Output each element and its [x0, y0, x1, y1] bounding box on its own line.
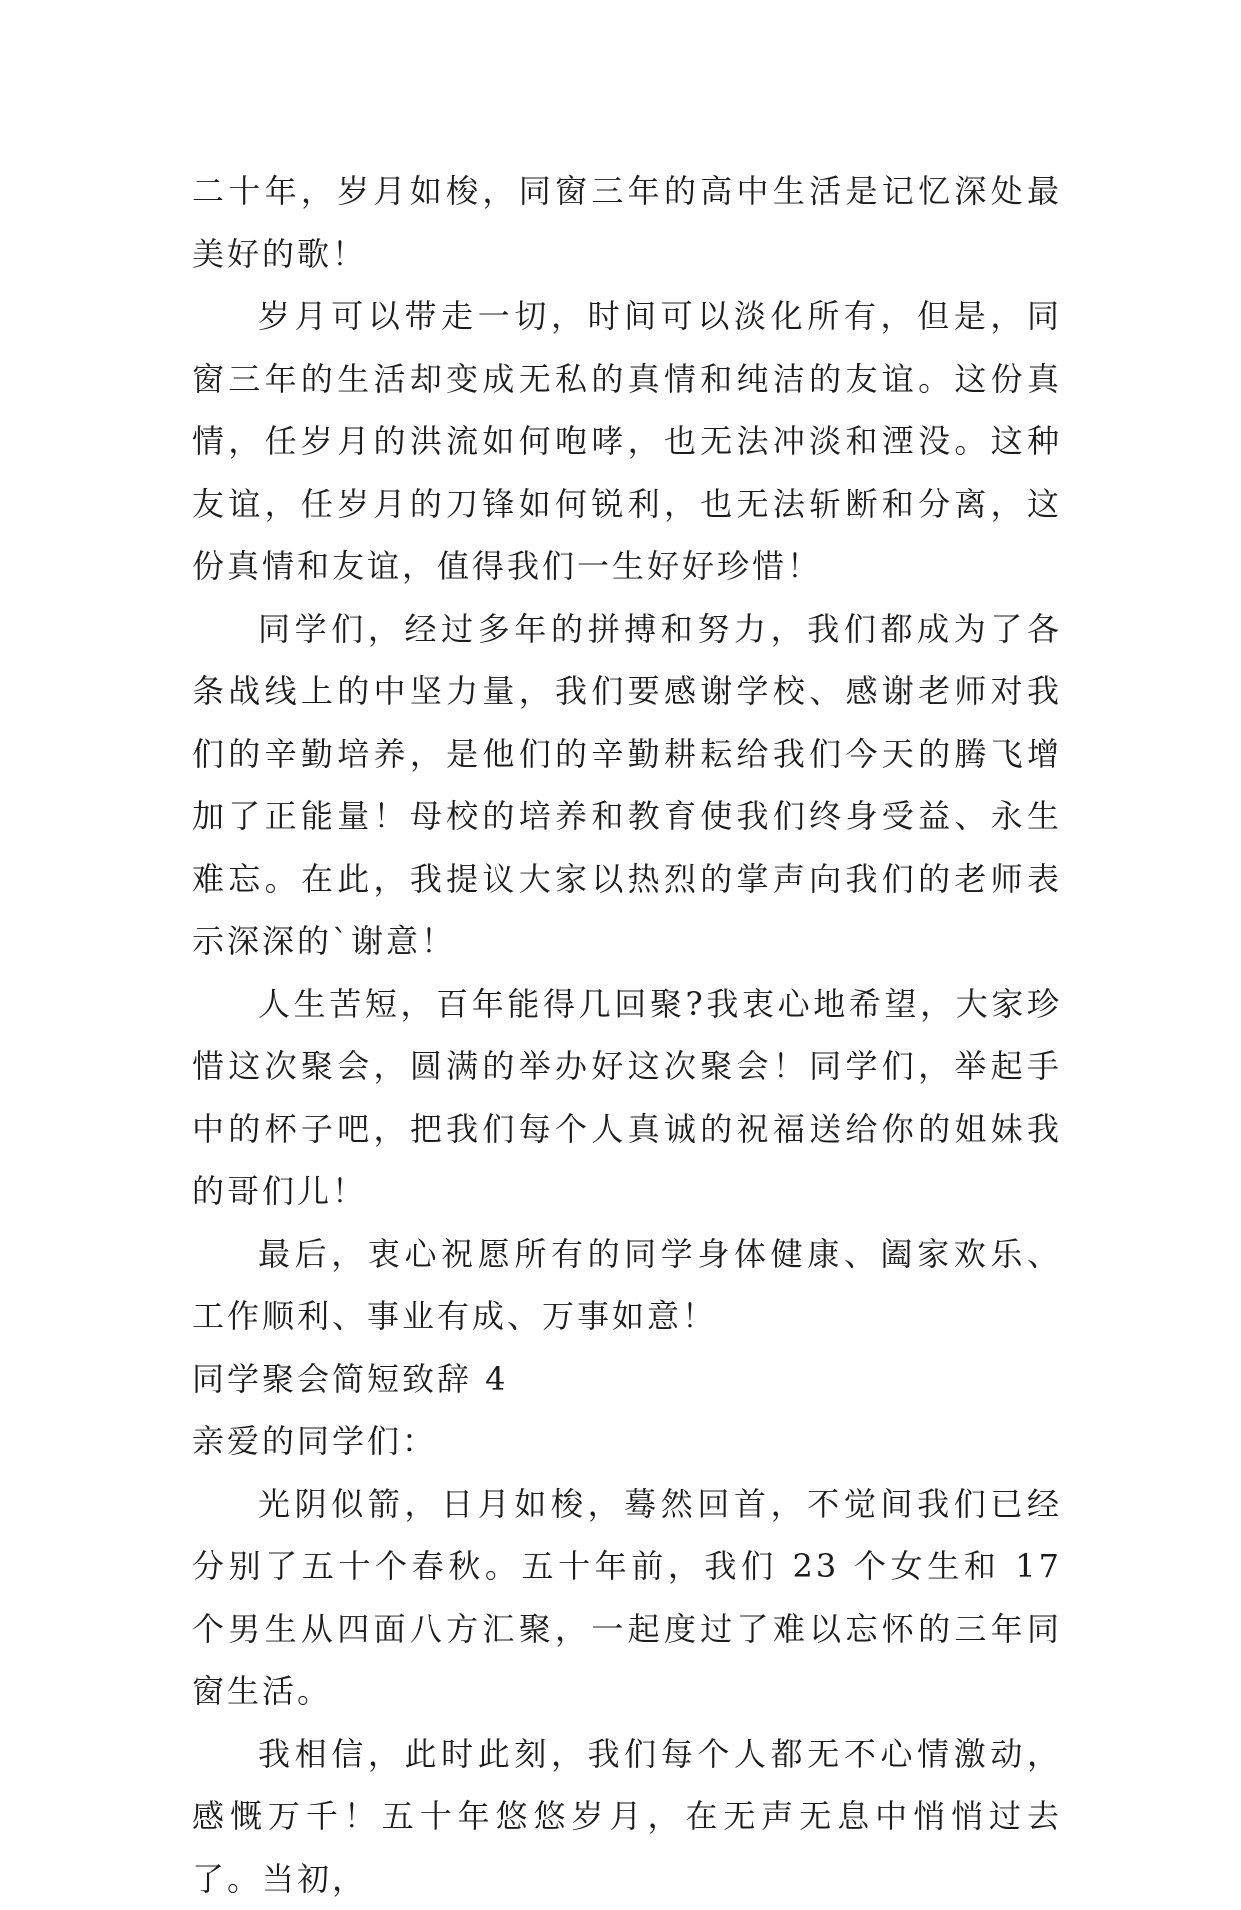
section-title: 同学聚会简短致辞 4 — [192, 1348, 1062, 1411]
document-body — [192, 160, 1062, 1910]
paragraph: 人生苦短，百年能得几回聚?我衷心地希望，大家珍惜这次聚会，圆满的举办好这次聚会！同学们，举起手中的杯子吧，把我们每个人真诚的祝福送给你的姐妹我的哥们儿！ — [192, 973, 1062, 1223]
paragraph: 同学们，经过多年的拼搏和努力，我们都成为了各条战线上的中坚力量，我们要感谢学校、感谢老师对我们的辛勤培养，是他们的辛勤耕耘给我们今天的腾飞增加了正能量！母校的培养和教育使我们终身受益、永生难忘。在此，我提议大家以热烈的掌声向我们的老师表示深深的`谢意！ — [192, 598, 1062, 973]
paragraph: 光阴似箭，日月如梭，蓦然回首，不觉间我们已经分别了五十个春秋。五十年前，我们 23 个女生和 17 个男生从四面八方汇聚，一起度过了难以忘怀的三年同窗生活。 — [192, 1473, 1062, 1723]
salutation: 亲爱的同学们： — [192, 1410, 1062, 1473]
paragraph: 我相信，此时此刻，我们每个人都无不心情激动，感慨万千！五十年悠悠岁月，在无声无息中悄悄过去了。当初， — [192, 1723, 1062, 1910]
paragraph: 二十年，岁月如梭，同窗三年的高中生活是记忆深处最美好的歌！ — [192, 160, 1062, 285]
paragraph: 最后，衷心祝愿所有的同学身体健康、阖家欢乐、工作顺利、事业有成、万事如意！ — [192, 1223, 1062, 1348]
paragraph: 岁月可以带走一切，时间可以淡化所有，但是，同窗三年的生活却变成无私的真情和纯洁的友谊。这份真情，任岁月的洪流如何咆哮，也无法冲淡和湮没。这种友谊，任岁月的刀锋如何锐利，也无法斩断和分离，这份真情和友谊，值得我们一生好好珍惜！ — [192, 285, 1062, 598]
